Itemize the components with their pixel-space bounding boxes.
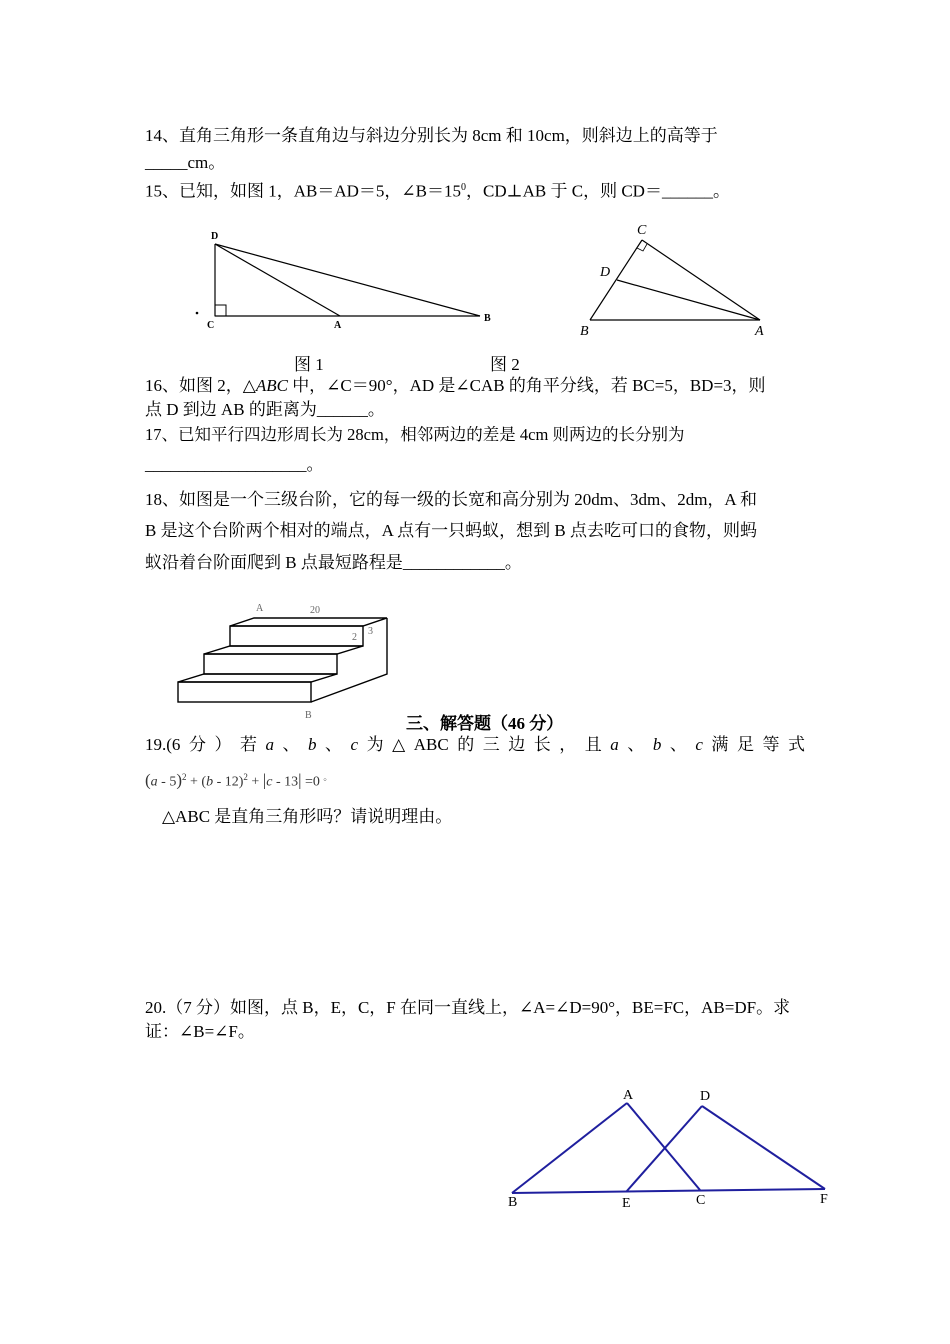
- q16-line1-a: 16、如图 2，△: [145, 376, 256, 395]
- fig20-segment-ba: [512, 1103, 627, 1193]
- fig20-segment-bf: [512, 1189, 825, 1193]
- fig1-label-b: B: [484, 313, 491, 324]
- q19-part: 长: [533, 735, 551, 754]
- q19-part: b: [308, 735, 317, 754]
- q16-line1-italic: ABC: [255, 376, 288, 395]
- figure-1: [190, 226, 510, 336]
- q15-prefix: 15、已知，如图 1，AB＝AD＝5，∠B＝15: [145, 181, 462, 201]
- stairs-step-2-front: [204, 654, 337, 674]
- stairs-step-3-front: [178, 682, 311, 702]
- q19-part: 且: [584, 735, 602, 754]
- stairs-right-side: [311, 618, 387, 702]
- stairs-label-b: B: [305, 710, 312, 721]
- stairs-tread-2: [204, 646, 363, 654]
- q18-line2: B 是这个台阶两个相对的端点，A 点有一只蚂蚁，想到 B 点去吃可口的食物，则蚂: [145, 521, 758, 540]
- q19-part: 、: [669, 735, 687, 754]
- q19-part: a: [265, 735, 274, 754]
- q19-part: 若: [239, 735, 257, 754]
- fig2-label-b: B: [580, 324, 589, 339]
- q19-part: ，: [559, 735, 577, 754]
- q16-line1-b: 中，∠C＝90°，AD 是∠CAB 的角平分线，若 BC=5，BD=3，则: [287, 376, 766, 395]
- q19-part: 、: [627, 735, 645, 754]
- q14-line2: _____cm。: [145, 153, 226, 172]
- stairs-tread-3: [178, 674, 337, 682]
- fig2-segment-ca: [642, 240, 760, 320]
- q19-part: 、: [325, 735, 343, 754]
- q19-part: 等: [762, 735, 780, 754]
- fig20-label-c: C: [696, 1193, 706, 1208]
- q16-line2: 点 D 到边 AB 的距离为______。: [145, 400, 385, 419]
- stairs-label-width: 3: [368, 626, 373, 637]
- q19-part: 、: [282, 735, 300, 754]
- q17-line1: 17、已知平行四边形周长为 28cm，相邻两边的差是 4cm 则两边的长分别为: [145, 425, 685, 444]
- q15-line: [145, 176, 730, 204]
- q15-suffix: ，CD⊥AB 于 C，则 CD＝______。: [466, 181, 730, 201]
- q20-line2: 证：∠B=∠F。: [145, 1022, 255, 1041]
- fig20-segment-df: [702, 1106, 825, 1189]
- fig20-label-f: F: [820, 1192, 828, 1207]
- fig20-segment-ac: [627, 1103, 700, 1190]
- fig1-segment-da: [215, 244, 340, 316]
- caption-figure-2: 图 2: [490, 355, 520, 374]
- fig1-dot: [196, 312, 199, 315]
- fig1-label-d: D: [211, 231, 219, 242]
- q19-part: b: [652, 735, 662, 754]
- fig20-label-e: E: [622, 1196, 631, 1211]
- figure-20: [500, 1082, 840, 1214]
- q19-part: 为: [366, 735, 384, 754]
- q19-question: △ABC 是直角三角形吗？请说明理由。: [162, 807, 453, 826]
- fig20-label-a: A: [623, 1088, 634, 1103]
- q19-part: 边: [508, 735, 526, 754]
- q19-part: 满: [711, 735, 729, 754]
- fig2-segment-cb: [590, 240, 642, 320]
- caption-figure-1: 图 1: [294, 355, 324, 374]
- q19-part: a: [610, 735, 619, 754]
- q18-line3: 蚁沿着台阶面爬到 B 点最短路程是____________。: [145, 553, 522, 572]
- q19-part: △: [392, 735, 406, 754]
- q19-part: ）: [214, 735, 232, 754]
- q19-part: 三: [482, 735, 500, 754]
- q19-part: 19.(6: [145, 735, 181, 754]
- q19-part: 的: [457, 735, 475, 754]
- fig1-right-angle-mark: [215, 305, 226, 316]
- fig1-label-a: A: [334, 320, 342, 331]
- q19-part: c: [695, 735, 703, 754]
- q19-equation: (a - 5)$^2$ + (b - 12)$^2$ + |c - 13| =0 。: [145, 770, 333, 790]
- fig20-label-b: B: [508, 1195, 518, 1210]
- fig2-label-d: D: [600, 265, 611, 280]
- stairs-label-height: 2: [352, 632, 357, 643]
- stairs-top-face: [230, 618, 387, 626]
- q14-line1: 14、直角三角形一条直角边与斜边分别长为 8cm 和 10cm，则斜边上的高等于: [145, 126, 718, 145]
- fig2-segment-da: [617, 280, 760, 320]
- stairs-label-a: A: [256, 603, 264, 614]
- stairs-figure: [170, 598, 400, 722]
- q16-line1: [145, 374, 766, 398]
- fig20-label-d: D: [700, 1089, 711, 1104]
- q19-part: c: [350, 735, 359, 754]
- stairs-step-1-front: [230, 626, 363, 646]
- q15-superscript: 0: [461, 182, 467, 193]
- q19-part: 分: [188, 735, 206, 754]
- q19-part: ABC: [413, 735, 449, 754]
- stairs-label-length: 20: [310, 605, 320, 616]
- fig1-label-c: C: [207, 320, 215, 331]
- q19-part: 足: [736, 735, 754, 754]
- q19-part: 式: [787, 735, 805, 754]
- figure-2: [572, 218, 782, 340]
- q19-line1: [145, 733, 805, 757]
- section-3-heading: 三、解答题（46 分）: [406, 714, 564, 733]
- fig1-segment-db: [215, 244, 480, 316]
- fig2-label-c: C: [637, 223, 647, 238]
- q20-line1: 20.（7 分）如图，点 B，E，C，F 在同一直线上，∠A=∠D=90°，BE=FC，AB=DF。求: [145, 998, 791, 1017]
- q18-line1: 18、如图是一个三级台阶，它的每一级的长宽和高分别为 20dm、3dm、2dm，A 和: [145, 490, 758, 509]
- q17-line2: ___________________。: [145, 455, 324, 474]
- fig2-label-a: A: [755, 324, 764, 339]
